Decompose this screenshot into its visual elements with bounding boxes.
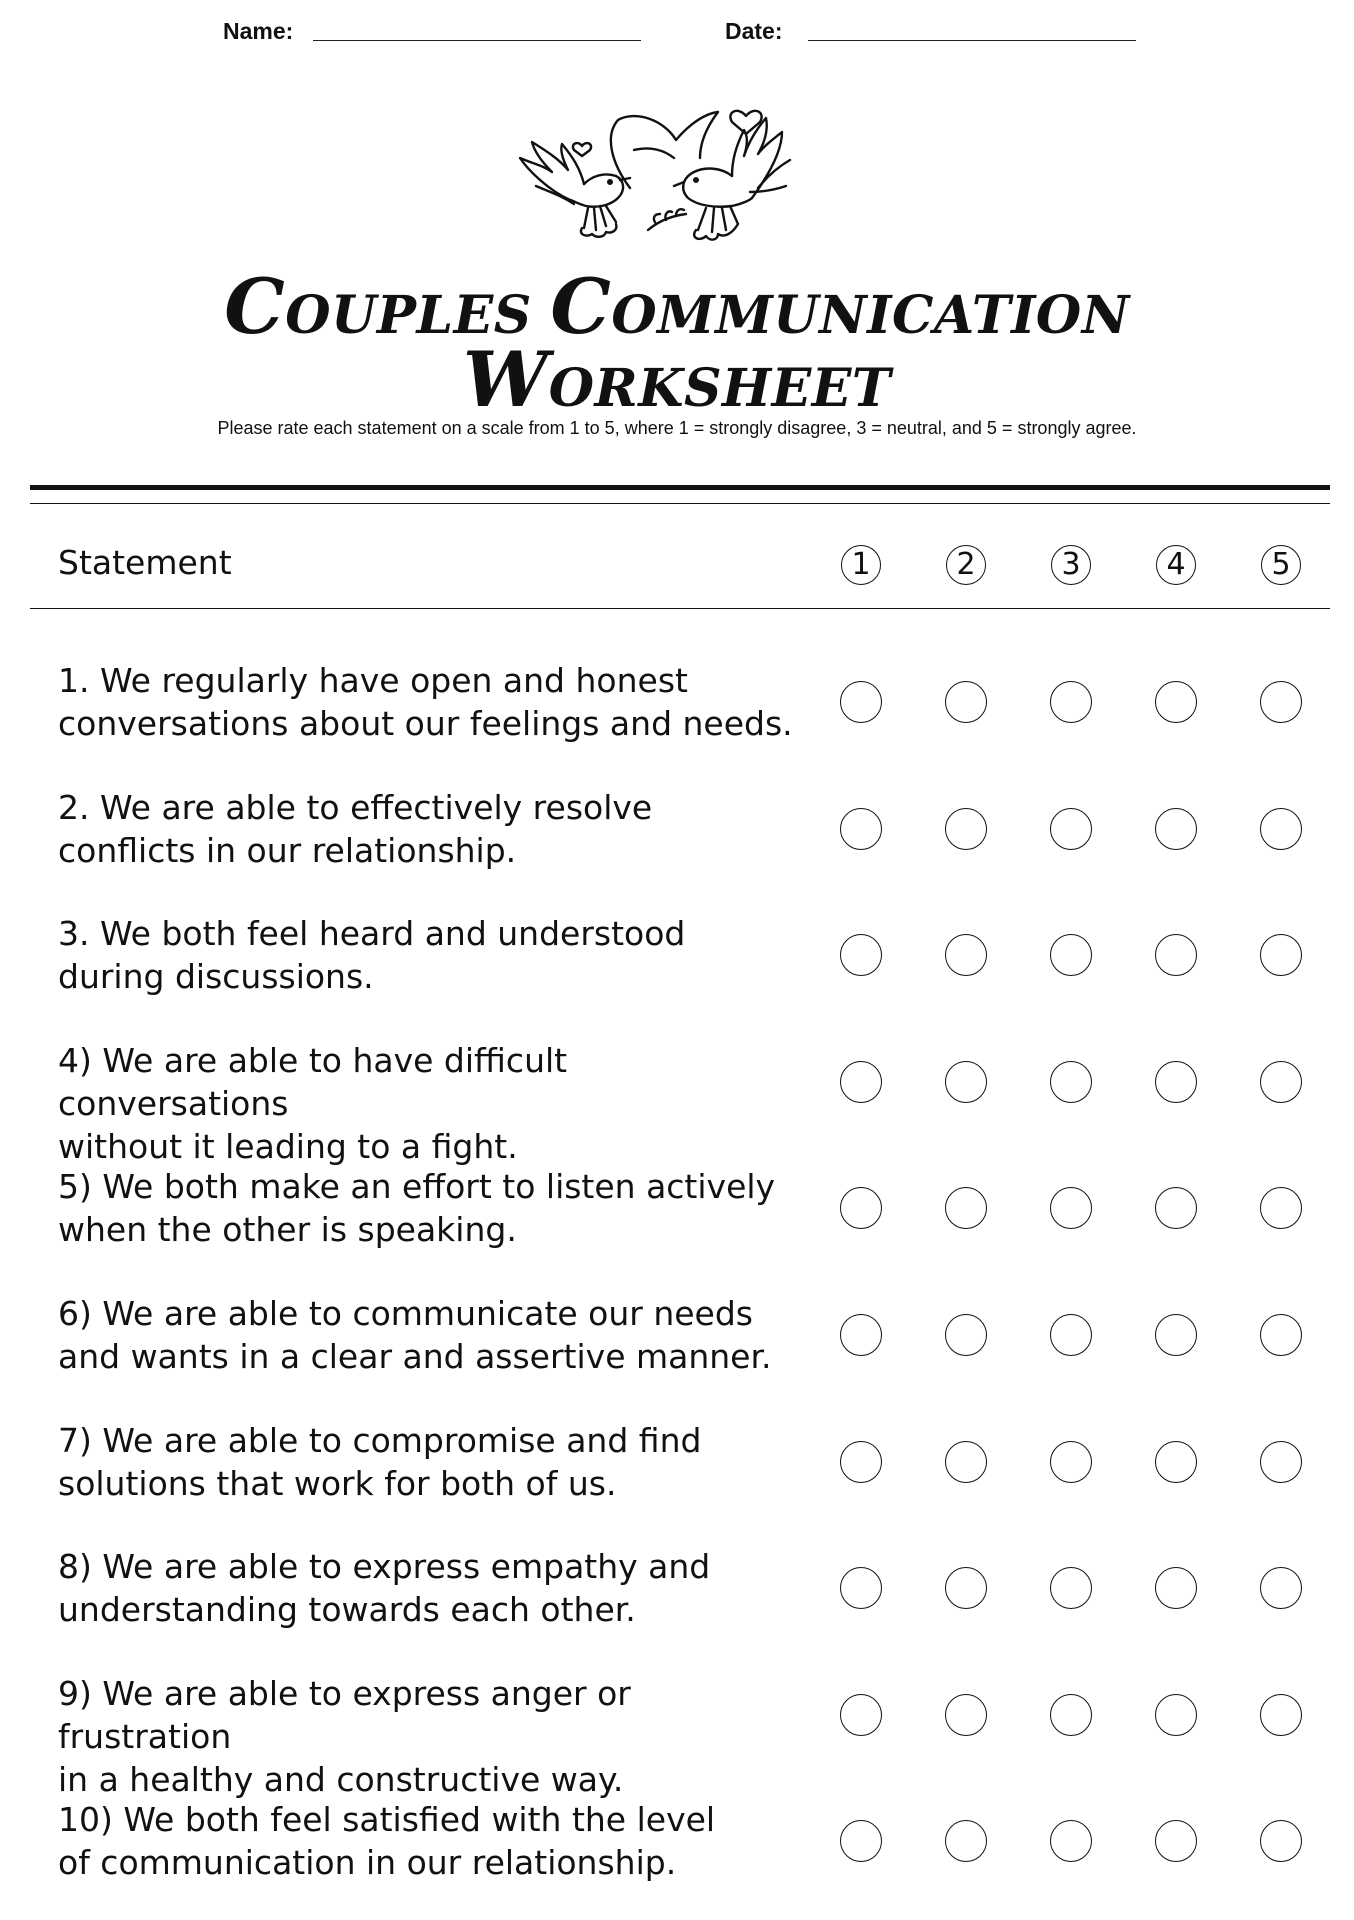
rating-radio-5[interactable] (1260, 1061, 1302, 1103)
scale-header-4: 4 (1156, 545, 1196, 585)
date-field[interactable] (808, 40, 1136, 41)
rating-radio-3[interactable] (1050, 1820, 1092, 1862)
statement-text: 1. We regularly have open and honest conversations about our feelings and needs. (58, 661, 793, 743)
rating-radio-4[interactable] (1155, 1441, 1197, 1483)
rating-radio-1[interactable] (840, 808, 882, 850)
scale-header-3: 3 (1051, 545, 1091, 585)
rating-radio-5[interactable] (1260, 681, 1302, 723)
rating-radio-4[interactable] (1155, 934, 1197, 976)
statement-text: 9) We are able to express anger or frustration in a healthy and constructive way. (58, 1674, 631, 1799)
rating-radio-3[interactable] (1050, 1441, 1092, 1483)
rating-radio-1[interactable] (840, 681, 882, 723)
rating-radio-5[interactable] (1260, 1314, 1302, 1356)
name-field[interactable] (313, 40, 641, 41)
statement-text: 3. We both feel heard and understood during discussions. (58, 914, 686, 996)
rating-radio-1[interactable] (840, 1820, 882, 1862)
rating-radio-5[interactable] (1260, 934, 1302, 976)
rating-radio-1[interactable] (840, 1694, 882, 1736)
date-label: Date: (725, 18, 783, 44)
page-title-line2: WORKSHEET (462, 335, 892, 424)
page-title: COUPLES COMMUNICATION (224, 262, 1130, 351)
rating-radio-2[interactable] (945, 1314, 987, 1356)
rating-radio-5[interactable] (1260, 1187, 1302, 1229)
divider (30, 503, 1330, 504)
rating-radio-4[interactable] (1155, 1567, 1197, 1609)
rating-radio-2[interactable] (945, 1187, 987, 1229)
divider (30, 608, 1330, 609)
name-label: Name: (223, 18, 294, 44)
divider (30, 485, 1330, 490)
table-row (0, 1165, 1354, 1275)
rating-radio-5[interactable] (1260, 1567, 1302, 1609)
rating-radio-1[interactable] (840, 1567, 882, 1609)
table-row (0, 1419, 1354, 1529)
doves-illustration (500, 88, 860, 283)
instructions-text: Please rate each statement on a scale from 1 to 5, where 1 = strongly disagree, 3 = neutral, and 5 = strongly agree. (217, 418, 1137, 438)
rating-radio-4[interactable] (1155, 808, 1197, 850)
rating-radio-2[interactable] (945, 1441, 987, 1483)
table-row (0, 912, 1354, 1022)
scale-header-1: 1 (841, 545, 881, 585)
statement-text: 7) We are able to compromise and find solutions that work for both of us. (58, 1421, 702, 1503)
center-dove-wing-icon (611, 112, 718, 188)
statement-text: 5) We both make an effort to listen actively when the other is speaking. (58, 1167, 776, 1249)
scale-header-2: 2 (946, 545, 986, 585)
table-row (0, 659, 1354, 769)
table-row (0, 1292, 1354, 1402)
scale-header-5: 5 (1261, 545, 1301, 585)
rating-radio-1[interactable] (840, 1314, 882, 1356)
rating-radio-4[interactable] (1155, 681, 1197, 723)
rating-radio-2[interactable] (945, 808, 987, 850)
heart-icon (573, 143, 591, 156)
rating-radio-3[interactable] (1050, 1567, 1092, 1609)
rating-radio-5[interactable] (1260, 1694, 1302, 1736)
rating-radio-3[interactable] (1050, 1694, 1092, 1736)
rating-radio-3[interactable] (1050, 808, 1092, 850)
table-row (0, 1798, 1354, 1908)
statement-text: 10) We both feel satisfied with the level of communication in our relationship. (58, 1800, 716, 1882)
rating-radio-3[interactable] (1050, 1314, 1092, 1356)
rating-radio-5[interactable] (1260, 808, 1302, 850)
rating-radio-2[interactable] (945, 1820, 987, 1862)
rating-radio-4[interactable] (1155, 1314, 1197, 1356)
statement-text: 4) We are able to have difficult conversations without it leading to a fight. (58, 1041, 568, 1166)
rating-radio-5[interactable] (1260, 1441, 1302, 1483)
rating-radio-2[interactable] (945, 1694, 987, 1736)
rating-radio-2[interactable] (945, 1567, 987, 1609)
rating-radio-4[interactable] (1155, 1187, 1197, 1229)
rating-radio-3[interactable] (1050, 1061, 1092, 1103)
table-row (0, 1545, 1354, 1655)
statement-text: 6) We are able to communicate our needs and wants in a clear and assertive manner. (58, 1294, 772, 1376)
table-row (0, 786, 1354, 896)
rating-radio-3[interactable] (1050, 934, 1092, 976)
rating-radio-1[interactable] (840, 934, 882, 976)
statement-column-header: Statement (58, 543, 232, 582)
rating-radio-2[interactable] (945, 681, 987, 723)
rating-radio-3[interactable] (1050, 681, 1092, 723)
rating-radio-4[interactable] (1155, 1820, 1197, 1862)
rating-radio-1[interactable] (840, 1061, 882, 1103)
statement-text: 8) We are able to express empathy and understanding towards each other. (58, 1547, 711, 1629)
rating-radio-2[interactable] (945, 934, 987, 976)
rating-radio-3[interactable] (1050, 1187, 1092, 1229)
rating-radio-2[interactable] (945, 1061, 987, 1103)
table-row (0, 1039, 1354, 1166)
rating-radio-1[interactable] (840, 1187, 882, 1229)
statement-text: 2. We are able to effectively resolve conflicts in our relationship. (58, 788, 653, 870)
rating-radio-4[interactable] (1155, 1694, 1197, 1736)
rating-radio-5[interactable] (1260, 1820, 1302, 1862)
table-row (0, 1672, 1354, 1799)
rating-radio-4[interactable] (1155, 1061, 1197, 1103)
rating-radio-1[interactable] (840, 1441, 882, 1483)
